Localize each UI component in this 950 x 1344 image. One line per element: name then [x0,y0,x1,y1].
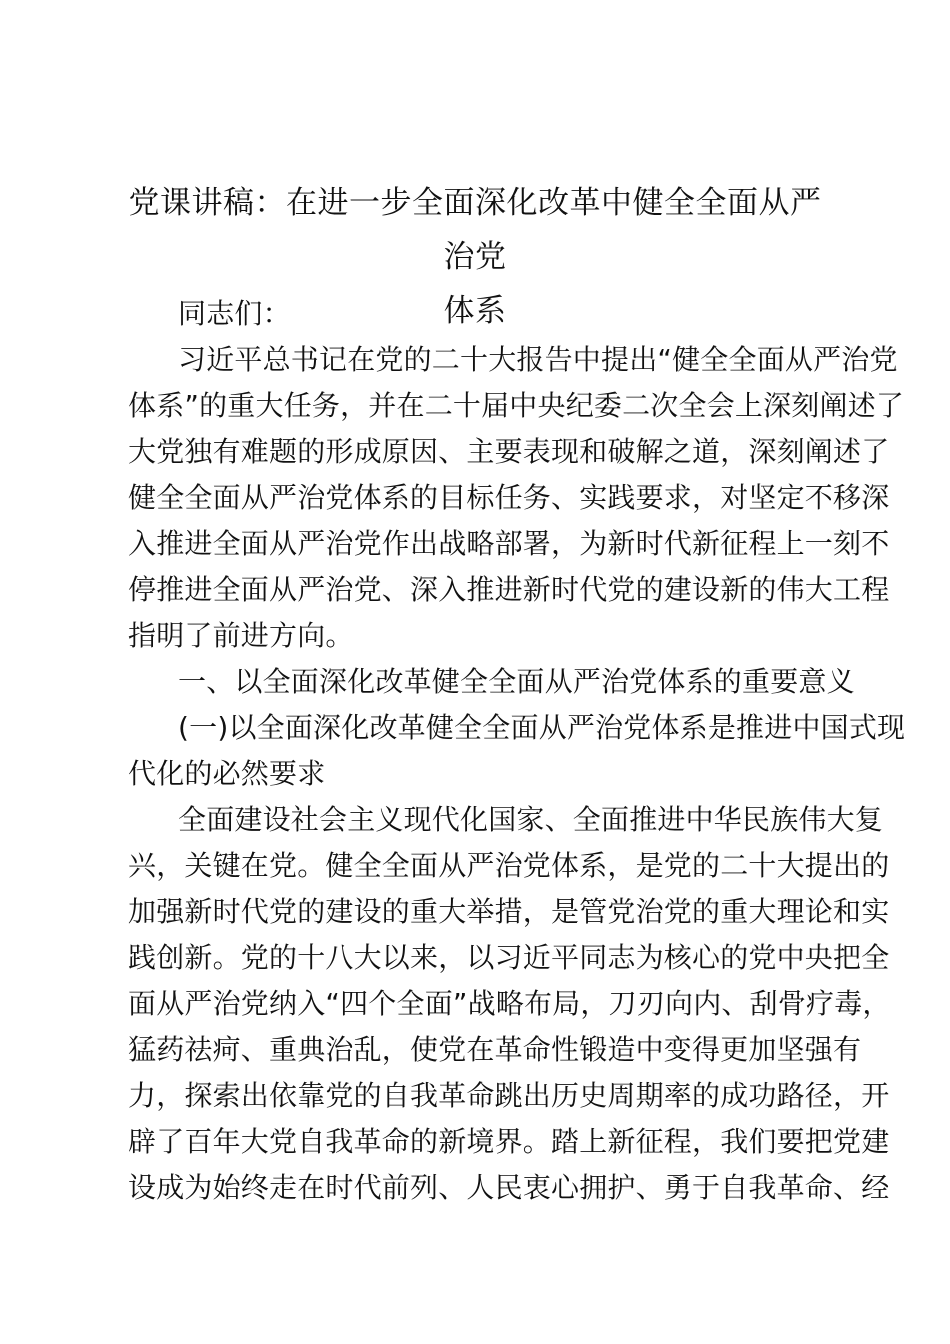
paragraph-line: 猛药祛疴、重典治乱，使党在革命性锻造中变得更加坚强有 [128,1033,862,1066]
paragraph-line: 辟了百年大党自我革命的新境界。踏上新征程，我们要把党建 [128,1125,890,1158]
paragraph-line: 兴，关键在党。健全全面从严治党体系，是党的二十大提出的 [128,849,890,882]
subsection-heading: (一)以全面深化改革健全全面从严治党体系是推进中国式现 [178,711,906,744]
paragraph-line: 体系”的重大任务，并在二十届中央纪委二次全会上深刻阐述了 [128,389,905,422]
paragraph-line: 停推进全面从严治党、深入推进新时代党的建设新的伟大工程 [128,573,890,606]
paragraph-line: 设成为始终走在时代前列、人民衷心拥护、勇于自我革命、经 [128,1171,890,1204]
paragraph-line: 全面建设社会主义现代化国家、全面推进中华民族伟大复 [178,803,884,836]
paragraph-line: 大党独有难题的形成原因、主要表现和破解之道，深刻阐述了 [128,435,890,468]
subsection-heading: 代化的必然要求 [128,757,326,790]
paragraph-line: 指明了前进方向。 [128,619,354,652]
paragraph-line: 面从严治党纳入“四个全面”战略布局，刀刃向内、刮骨疗毒， [128,987,891,1020]
paragraph-line: 入推进全面从严治党作出战略部署，为新时代新征程上一刻不 [128,527,890,560]
paragraph-line: 践创新。党的十八大以来，以习近平同志为核心的党中央把全 [128,941,890,974]
section-heading: 一、以全面深化改革健全全面从严治党体系的重要意义 [178,665,855,698]
paragraph-line: 加强新时代党的建设的重大举措，是管党治党的重大理论和实 [128,895,890,928]
paragraph-line: 力，探索出依靠党的自我革命跳出历史周期率的成功路径，开 [128,1079,890,1112]
paragraph-line: 习近平总书记在党的二十大报告中提出“健全全面从严治党 [178,343,898,376]
title-line: 党课讲稿：在进一步全面深化改革中健全全面从严治党 [128,185,822,275]
paragraph-line: 健全全面从严治党体系的目标任务、实践要求，对坚定不移深 [128,481,890,514]
title-line: 体系 [443,293,507,329]
salutation: 同志们： [178,297,291,330]
